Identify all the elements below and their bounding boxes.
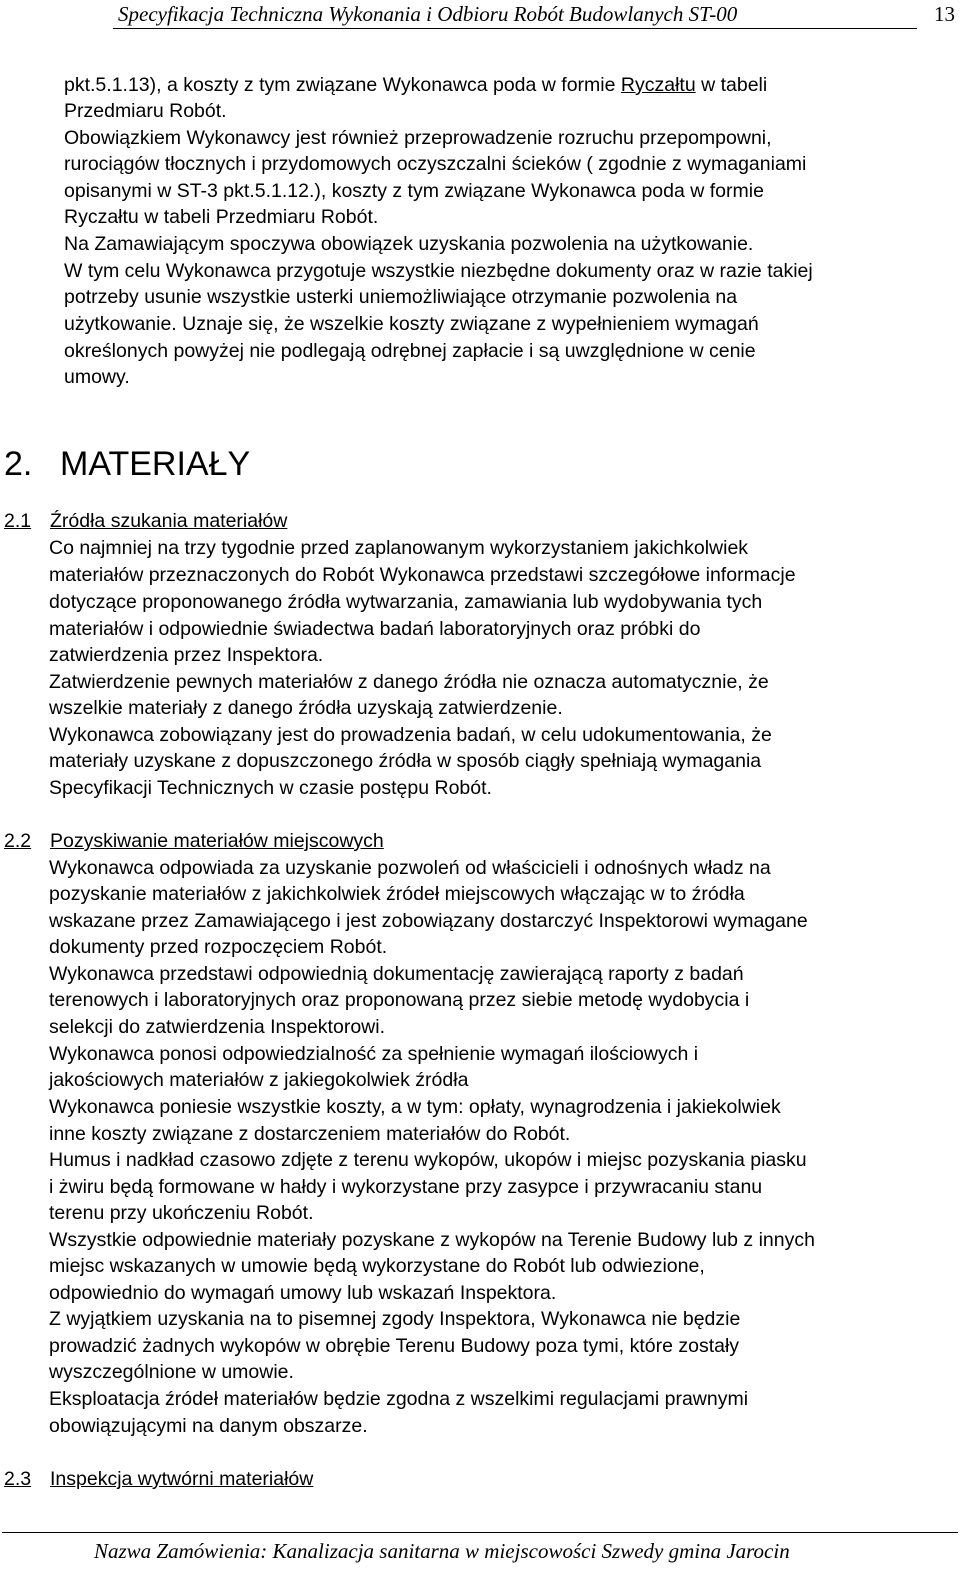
ryczalt-link[interactable]: Ryczałtu: [620, 74, 696, 96]
footer-divider: [2, 1532, 958, 1533]
body-line: wyszczególnione w umowie.: [49, 1361, 294, 1383]
body-line: i żwiru będą formowane w hałdy i wykorzystane przy zasypce i przywracaniu stanu: [49, 1176, 763, 1198]
body-line: terenowych i laboratoryjnych oraz proponowaną przez siebie metodę wydobycia i: [49, 989, 750, 1011]
body-line: prowadzić żadnych wykopów w obrębie Terenu Budowy poza tymi, które zostały: [49, 1335, 740, 1357]
body-line: Wykonawca poniesie wszystkie koszty, a w tym: opłaty, wynagrodzenia i jakiekolwiek: [49, 1096, 781, 1118]
page-number: 13: [934, 2, 955, 26]
intro-line: umowy.: [64, 366, 130, 388]
intro-line: określonych powyżej nie podlegają odrębnej zapłacie i są uwzględnione w cenie: [64, 340, 756, 362]
section-heading-materialy: [4, 444, 250, 484]
body-line: Co najmniej na trzy tygodnie przed zaplanowanym wykorzystaniem jakichkolwiek: [49, 537, 749, 559]
intro-line: W tym celu Wykonawca przygotuje wszystkie niezbędne dokumenty oraz w razie takiej: [64, 260, 813, 282]
body-line: wskazane przez Zamawiającego i jest zobowiązany dostarczyć Inspektorowi wymagane: [49, 910, 808, 932]
section-number: 2.: [4, 445, 33, 483]
body-line: Z wyjątkiem uzyskania na to pisemnej zgody Inspektora, Wykonawca nie będzie: [49, 1308, 741, 1330]
body-line: materiałów przeznaczonych do Robót Wykonawca przedstawi szczegółowe informacje: [49, 564, 796, 586]
body-line: materiałów i odpowiednie świadectwa badań laboratoryjnych oraz próbki do: [49, 618, 701, 640]
subsection-title: Inspekcja wytwórni materiałów: [50, 1468, 314, 1490]
subsection-heading-2-3: [4, 1466, 313, 1493]
body-line: Wykonawca przedstawi odpowiednią dokumentację zawierającą raporty z badań: [49, 963, 744, 985]
header-divider: [113, 28, 917, 29]
subsection-heading-2-1: [4, 508, 287, 535]
body-line: terenu przy ukończeniu Robót.: [49, 1202, 314, 1224]
body-line: wszelkie materiały z danego źródła uzyskają zatwierdzenie.: [49, 697, 563, 719]
body-line: pozyskanie materiałów z jakichkolwiek źródeł miejscowych włączając w to źródła: [49, 883, 745, 905]
body-line: Humus i nadkład czasowo zdjęte z terenu wykopów, ukopów i miejsc pozyskania piasku: [49, 1149, 807, 1171]
intro-line: Obowiązkiem Wykonawcy jest również przeprowadzenie rozruchu przepompowni,: [64, 127, 772, 149]
subsection-number: 2.2: [4, 830, 32, 852]
subsection-number: 2.1: [4, 510, 32, 532]
intro-line: Przedmiaru Robót.: [64, 100, 227, 122]
page-footer: Nazwa Zamówienia: Kanalizacja sanitarna w miejscowości Szwedy gmina Jarocin: [94, 1539, 790, 1563]
intro-line: [64, 72, 767, 99]
body-line: Zatwierdzenie pewnych materiałów z danego źródła nie oznacza automatycznie, że: [49, 671, 769, 693]
intro-line: potrzeby usunie wszystkie usterki uniemożliwiające otrzymanie pozwolenia na: [64, 286, 738, 308]
intro-line-tail: w tabeli: [695, 74, 768, 96]
body-line: dokumenty przed rozpoczęciem Robót.: [49, 936, 388, 958]
body-line: zatwierdzenia przez Inspektora.: [49, 644, 324, 666]
subsection-title: Źródła szukania materiałów: [50, 510, 288, 532]
body-line: selekcji do zatwierdzenia Inspektorowi.: [49, 1016, 385, 1038]
subsection-title: Pozyskiwanie materiałów miejscowych: [50, 830, 384, 852]
body-line: Specyfikacji Technicznych w czasie postępu Robót.: [49, 777, 492, 799]
body-line: inne koszty związane z dostarczeniem materiałów do Robót.: [49, 1123, 571, 1145]
body-line: miejsc wskazanych w umowie będą wykorzystane do Robót lub odwiezione,: [49, 1255, 705, 1277]
body-line: materiały uzyskane z dopuszczonego źródła w sposób ciągły spełniają wymagania: [49, 750, 762, 772]
intro-line: Na Zamawiającym spoczywa obowiązek uzyskania pozwolenia na użytkowanie.: [64, 233, 754, 255]
body-line: dotyczące proponowanego źródła wytwarzania, zamawiania lub wydobywania tych: [49, 591, 763, 613]
body-line: Wykonawca zobowiązany jest do prowadzenia badań, w celu udokumentowania, że: [49, 724, 772, 746]
body-line: obowiązującymi na danym obszarze.: [49, 1415, 368, 1437]
section-title: MATERIAŁY: [60, 445, 251, 483]
subsection-number: 2.3: [4, 1468, 32, 1490]
intro-line: Ryczałtu w tabeli Przedmiaru Robót.: [64, 206, 379, 228]
intro-line: użytkowanie. Uznaje się, że wszelkie koszty związane z wypełnieniem wymagań: [64, 313, 759, 335]
header-title: Specyfikacja Techniczna Wykonania i Odbioru Robót Budowlanych ST-00: [118, 2, 738, 26]
page-header: [0, 0, 960, 30]
subsection-heading-2-2: [4, 828, 384, 855]
body-line: jakościowych materiałów z jakiegokolwiek źródła: [49, 1069, 469, 1091]
body-line: Eksploatacja źródeł materiałów będzie zgodna z wszelkimi regulacjami prawnymi: [49, 1388, 749, 1410]
body-line: Wykonawca odpowiada za uzyskanie pozwoleń od właścicieli i odnośnych władz na: [49, 857, 771, 879]
body-line: odpowiednio do wymagań umowy lub wskazań Inspektora.: [49, 1282, 557, 1304]
intro-line: rurociągów tłocznych i przydomowych oczyszczalni ścieków ( zgodnie z wymaganiami: [64, 153, 807, 175]
body-line: Wykonawca ponosi odpowiedzialność za spełnienie wymagań ilościowych i: [49, 1043, 699, 1065]
body-line: Wszystkie odpowiednie materiały pozyskane z wykopów na Terenie Budowy lub z innych: [49, 1229, 815, 1251]
intro-line: opisanymi w ST-3 pkt.5.1.12.), koszty z tym związane Wykonawca poda w formie: [64, 180, 764, 202]
intro-line-text: pkt.5.1.13), a koszty z tym związane Wykonawca poda w formie: [64, 74, 621, 96]
